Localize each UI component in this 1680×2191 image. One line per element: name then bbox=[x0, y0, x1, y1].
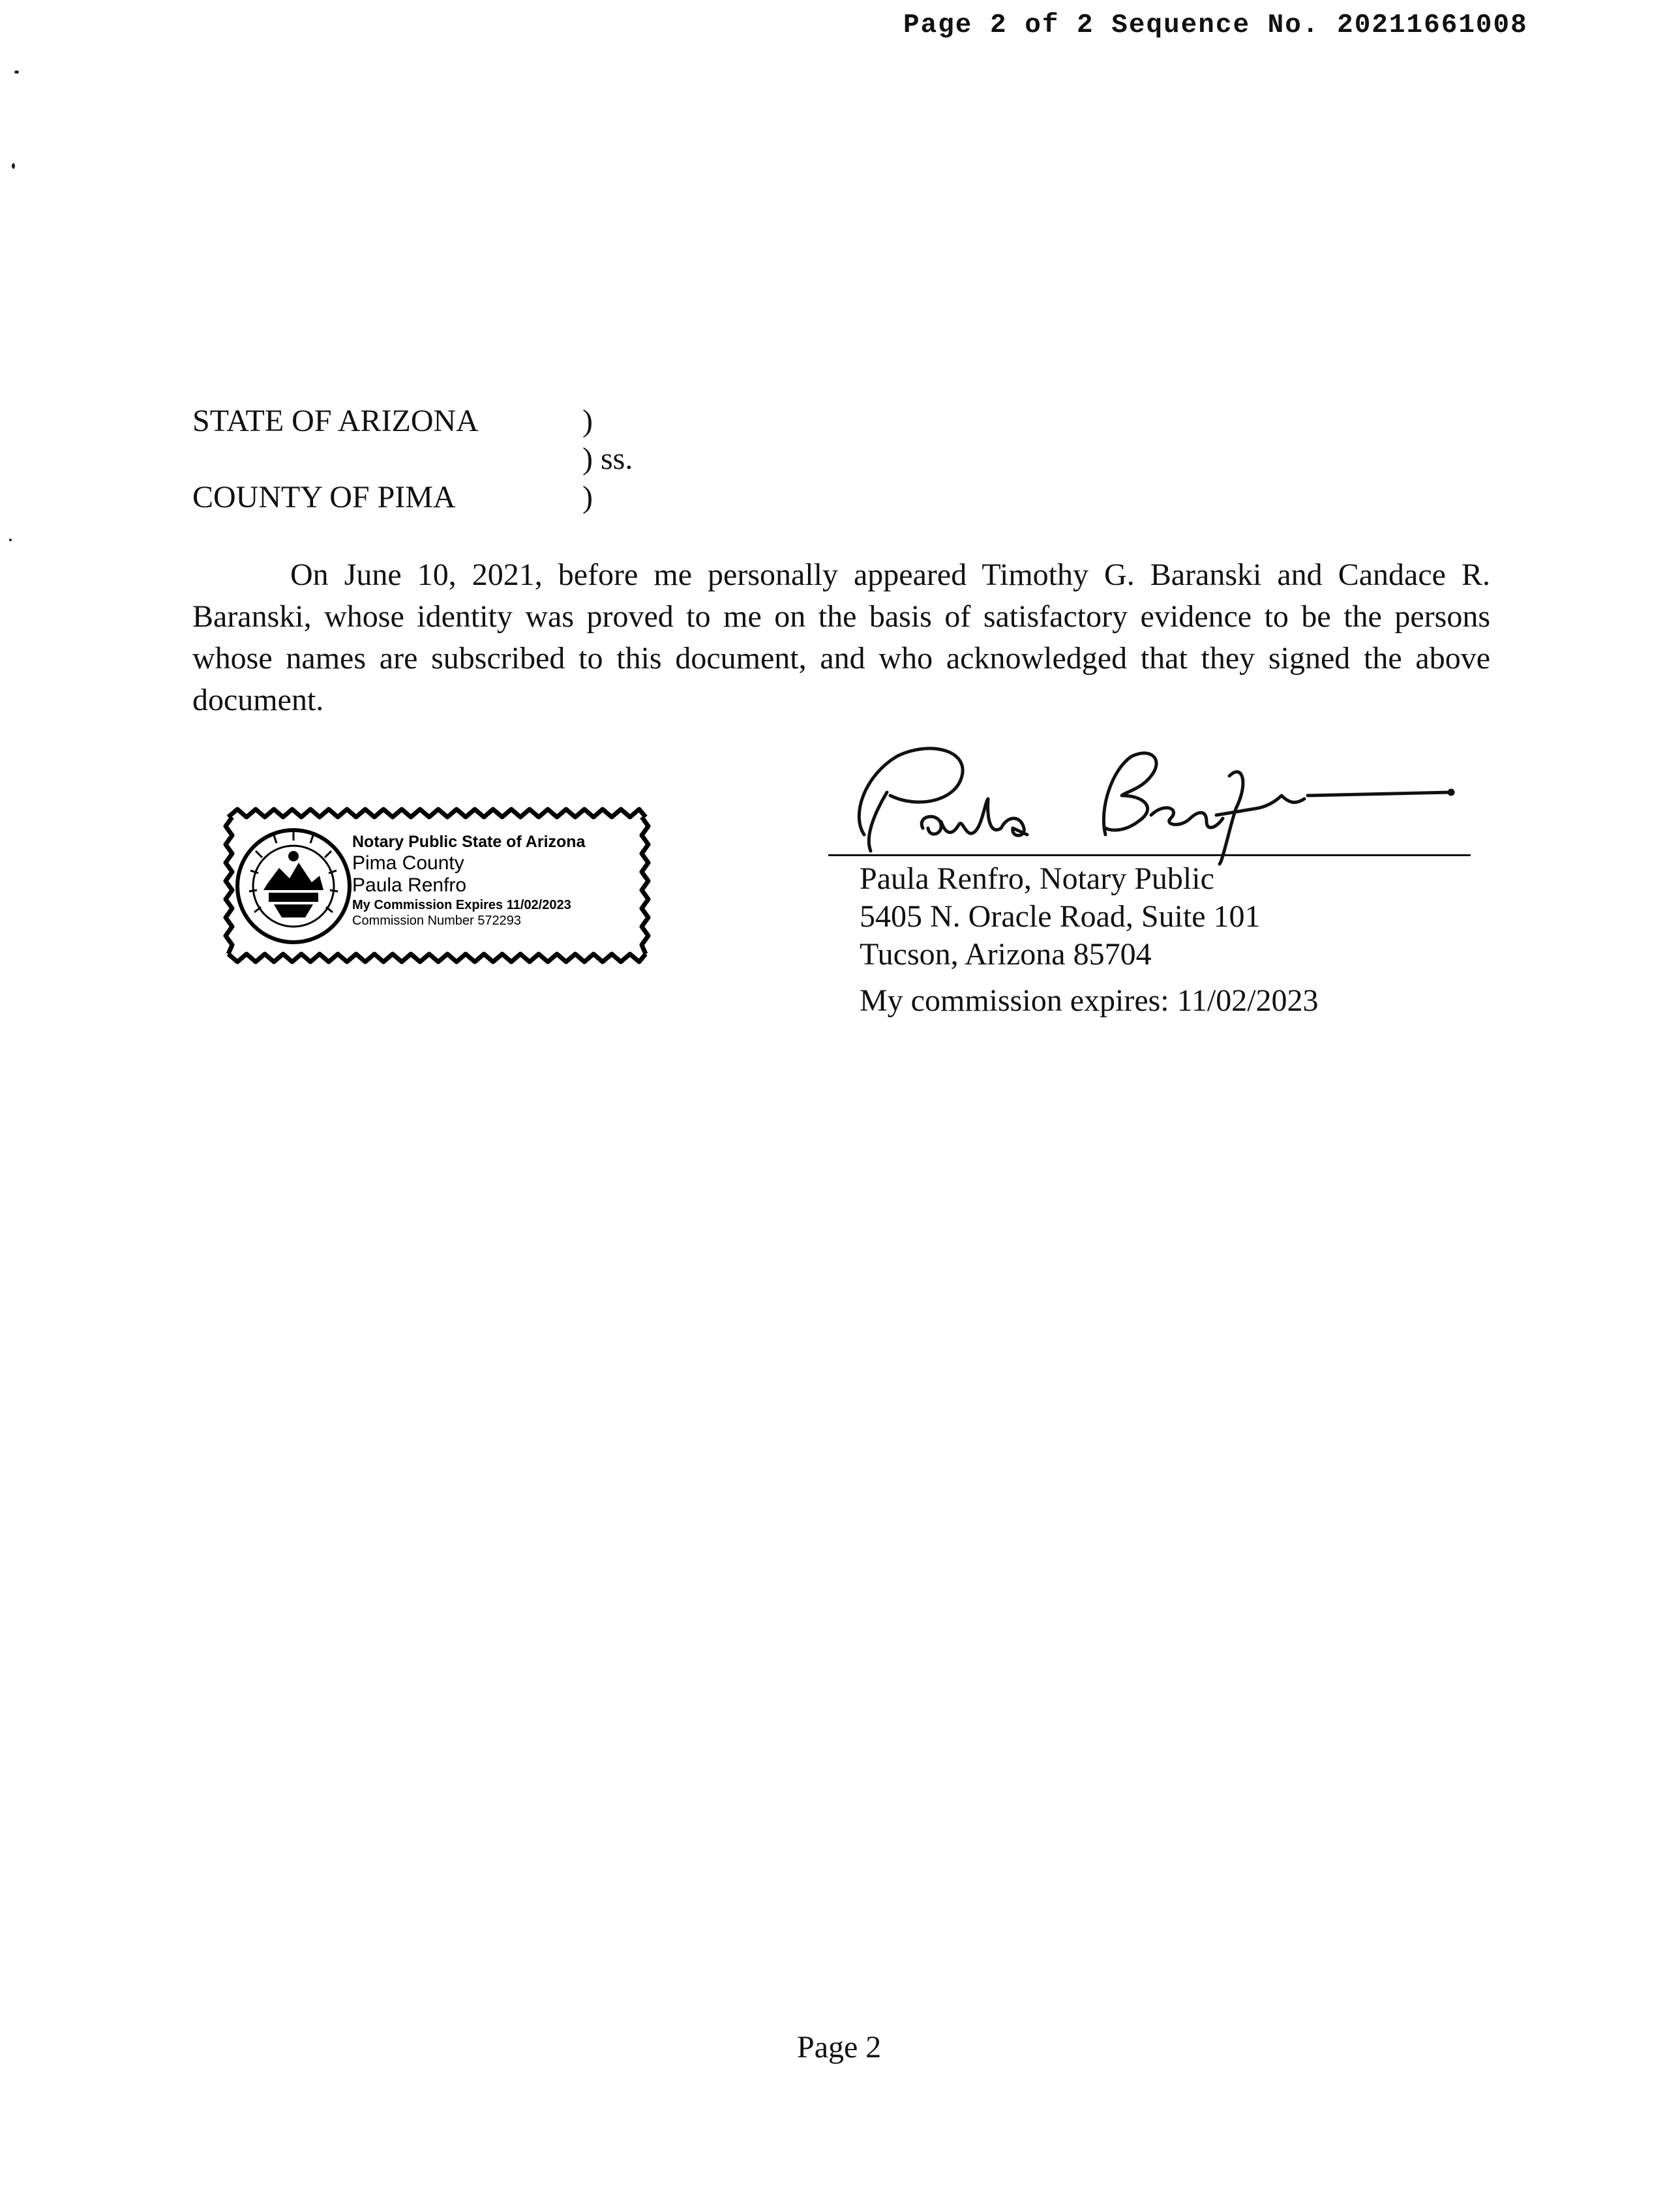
venue-paren: ) bbox=[582, 480, 593, 514]
venue-state: STATE OF ARIZONA bbox=[192, 404, 479, 438]
scan-speck bbox=[12, 163, 15, 169]
acknowledgment-text: On June 10, 2021, before me personally appeared Timothy G. Baranski and Candace R. Baranski, whose identity was proved to me on the basis of satisfactory evidence to be the persons whose names are subscribed to this document, and who acknowledged that they signed the above document. bbox=[192, 558, 1490, 717]
acknowledgment-paragraph bbox=[192, 554, 1490, 721]
notary-address-line2: Tucson, Arizona 85704 bbox=[860, 937, 1152, 972]
notary-name-title: Paula Renfro, Notary Public bbox=[860, 861, 1214, 896]
page-number: Page 2 bbox=[797, 2030, 882, 2064]
signature-line bbox=[828, 854, 1471, 856]
notary-stamp bbox=[222, 805, 652, 965]
scan-speck bbox=[9, 539, 12, 541]
stamp-county: Pima County bbox=[352, 852, 464, 874]
stamp-title: Notary Public State of Arizona bbox=[352, 833, 586, 851]
stamp-commission-number: Commission Number 572293 bbox=[352, 914, 522, 928]
stamp-expiration: My Commission Expires 11/02/2023 bbox=[352, 898, 571, 912]
venue-paren: ) bbox=[582, 404, 593, 438]
sequence-header: Page 2 of 2 Sequence No. 20211661008 bbox=[903, 10, 1528, 40]
arizona-seal-icon bbox=[237, 830, 350, 942]
scan-speck bbox=[14, 70, 19, 74]
notary-commission-expires: My commission expires: 11/02/2023 bbox=[860, 983, 1319, 1018]
venue-ss: ) ss. bbox=[582, 441, 633, 476]
notary-address-line1: 5405 N. Oracle Road, Suite 101 bbox=[860, 899, 1261, 934]
notary-signature bbox=[825, 737, 1477, 867]
venue-county: COUNTY OF PIMA bbox=[192, 480, 456, 514]
stamp-notary-name: Paula Renfro bbox=[352, 874, 467, 896]
